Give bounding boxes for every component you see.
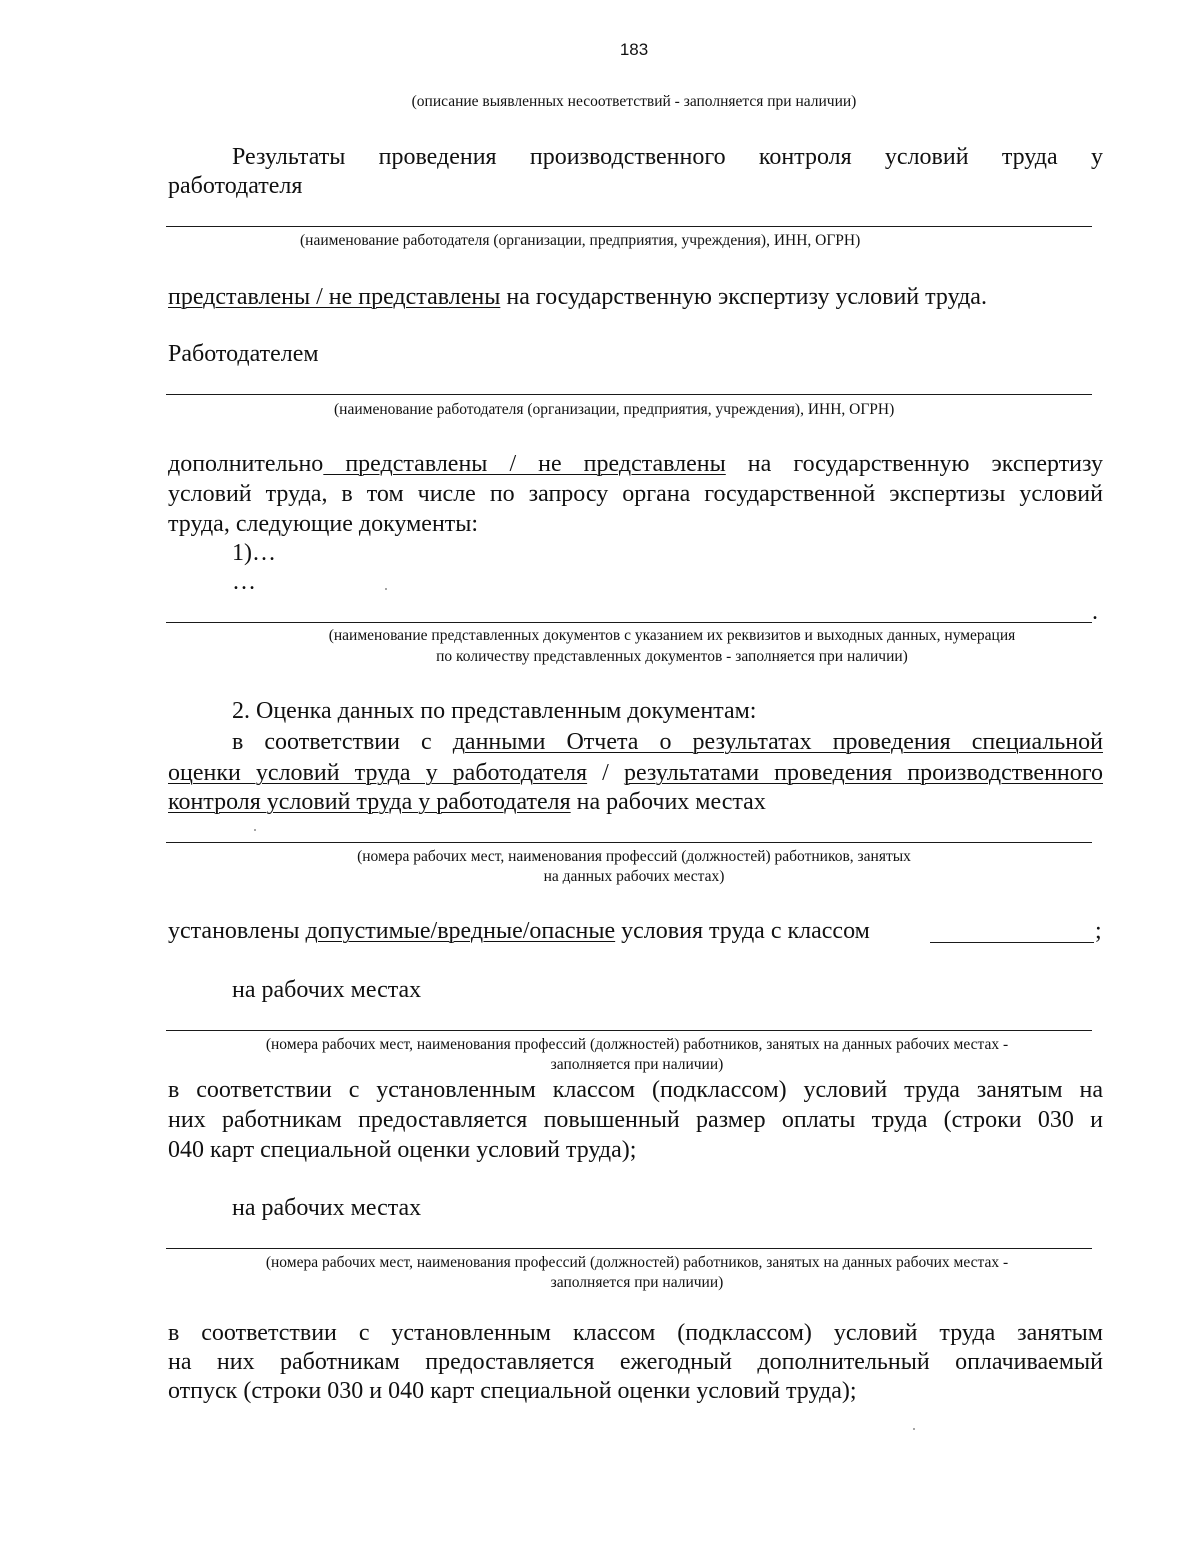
workplaces-blank-line-2 xyxy=(166,1030,1092,1031)
label-workplaces-1: на рабочих местах xyxy=(232,977,422,1003)
caption-workplaces-3-line-1: (номера рабочих мест, наименования профессий (должностей) работников, занятых на данных рабочих местах - xyxy=(265,1254,1009,1271)
caption-discrepancies: (описание выявленных несоответствий - заполняется при наличии) xyxy=(411,93,857,110)
section-2-heading: 2. Оценка данных по представленным документам: xyxy=(232,698,757,724)
established-lead: установлены xyxy=(168,918,306,944)
section-2-line-1 xyxy=(232,727,1103,757)
section-2-lead: в соответствии с xyxy=(232,729,453,755)
results-word: контроля xyxy=(758,144,852,170)
presented-rest: на государственную экспертизу условий труда. xyxy=(500,284,987,310)
leave-line-1: в соответствии с установленным классом (подклассом) условий труда занятым xyxy=(168,1320,1103,1346)
additional-line-1 xyxy=(168,449,1103,479)
caption-workplaces-2: на данных рабочих местах) xyxy=(543,868,725,885)
documents-blank-line xyxy=(166,622,1092,623)
caption-workplaces-2-line-2: заполняется при наличии) xyxy=(550,1056,724,1073)
caption-employer-2: (наименование работодателя (организации, предприятия, учреждения), ИНН, ОГРН) xyxy=(334,401,895,418)
established-choice: допустимые/вредные/опасные xyxy=(305,918,616,944)
additional-choice: представлены / не представлены xyxy=(323,451,726,477)
additional-line-3: труда, следующие документы: xyxy=(168,511,479,537)
results-word: у xyxy=(1090,144,1103,170)
results-paragraph xyxy=(232,142,1103,172)
label-workplaces-2: на рабочих местах xyxy=(232,1195,422,1221)
caption-documents-1: (наименование представленных документов с указанием их реквизитов и выходных данных, нумерация xyxy=(328,627,1016,644)
section-2-workplaces: на рабочих местах xyxy=(570,789,766,815)
pay-line-2: них работникам предоставляется повышенный размер оплаты труда (строки 030 и xyxy=(168,1107,1103,1133)
results-word: производственного xyxy=(529,144,726,170)
leave-line-2: на них работникам предоставляется ежегодный дополнительный оплачиваемый xyxy=(168,1349,1103,1375)
additional-line-2: условий труда, в том числе по запросу органа государственной экспертизы условий xyxy=(168,481,1103,507)
employer-blank-line-2 xyxy=(166,394,1092,395)
workplaces-blank-line-3 xyxy=(166,1248,1092,1249)
label-employer: Работодателем xyxy=(168,341,319,367)
leave-line-3: отпуск (строки 030 и 040 карт специальной оценки условий труда); xyxy=(168,1378,857,1404)
section-2-control-ref: результатами проведения производственного xyxy=(623,760,1103,786)
results-word: условий xyxy=(884,144,969,170)
established-end: ; xyxy=(1095,918,1102,944)
caption-workplaces-3-line-2: заполняется при наличии) xyxy=(550,1274,724,1291)
section-2-report-ref: данными Отчета о результатах проведения специальной xyxy=(452,729,1103,755)
additional-rest: на государственную экспертизу xyxy=(725,451,1104,477)
section-2-line-2 xyxy=(168,758,1103,788)
results-line-2: работодателя xyxy=(168,173,303,199)
results-word: Результаты xyxy=(232,144,346,170)
caption-documents-2: по количеству представленных документов - заполняется при наличии) xyxy=(436,648,908,665)
established-rest: условия труда с классом xyxy=(615,918,870,944)
pay-line-1: в соответствии с установленным классом (подклассом) условий труда занятым на xyxy=(168,1077,1103,1103)
caption-workplaces-1: (номера рабочих мест, наименования профессий (должностей) работников, занятых xyxy=(357,848,911,865)
workplaces-blank-line xyxy=(166,842,1092,843)
document-item-ellipsis: … xyxy=(232,569,256,595)
pay-line-3: 040 карт специальной оценки условий труда); xyxy=(168,1137,637,1163)
additional-lead: дополнительно xyxy=(168,451,324,477)
scan-speck xyxy=(254,829,256,831)
section-2-line-3 xyxy=(168,787,766,817)
page-number: 183 xyxy=(619,40,649,59)
presented-choice: представлены / не представлены xyxy=(168,284,501,310)
caption-workplaces-2-line-1: (номера рабочих мест, наименования профессий (должностей) работников, занятых на данных рабочих местах - xyxy=(265,1036,1009,1053)
presented-paragraph xyxy=(168,282,987,312)
scan-speck xyxy=(913,1428,915,1430)
established-paragraph xyxy=(168,916,870,946)
caption-employer: (наименование работодателя (организации, предприятия, учреждения), ИНН, ОГРН) xyxy=(300,232,861,249)
section-2-separator: / xyxy=(587,760,624,786)
document-item-1: 1)… xyxy=(232,540,276,566)
section-2-control-ref-cont: контроля условий труда у работодателя xyxy=(168,789,571,815)
results-word: труда xyxy=(1001,144,1058,170)
employer-blank-line xyxy=(166,226,1092,227)
documents-period: . xyxy=(1092,599,1098,625)
results-word: проведения xyxy=(378,144,497,170)
class-blank-line xyxy=(930,942,1094,943)
section-2-sout-ref: оценки условий труда у работодателя xyxy=(168,760,588,786)
scan-speck xyxy=(385,588,387,590)
